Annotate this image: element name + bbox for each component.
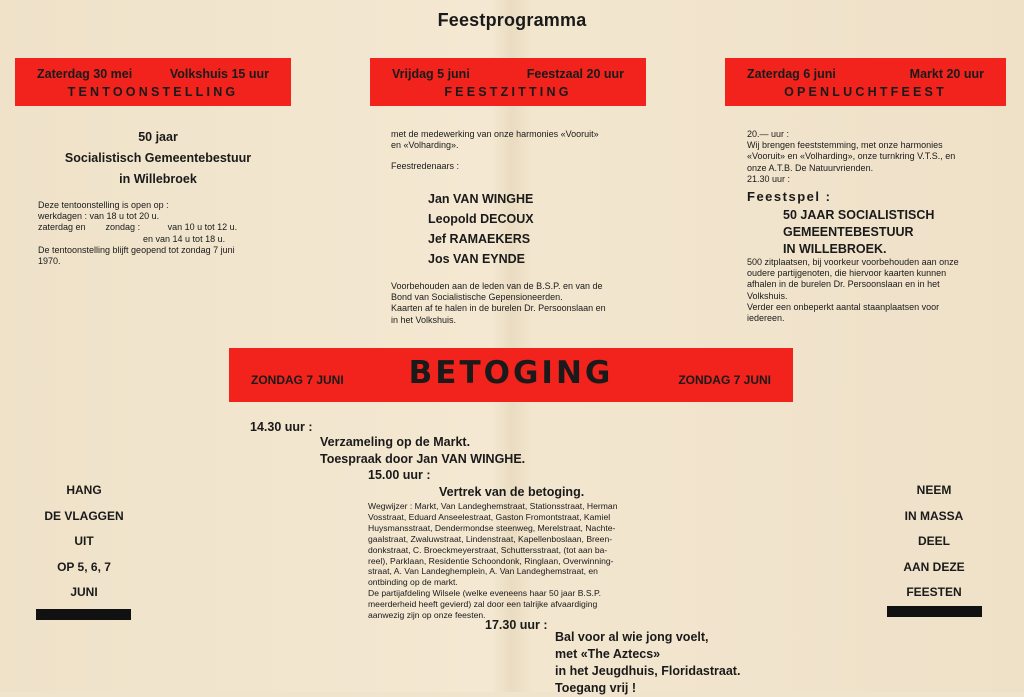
speaker-name: Jan VAN WINGHE	[428, 192, 534, 206]
schedule-line: Toegang vrij !	[555, 681, 637, 695]
route-text	[368, 501, 668, 621]
route-line: Huysmansstraat, Dendermondse steenweg, Merelstraat, Nachte-	[368, 522, 616, 533]
heading-line: Socialistisch Gemeentebestuur	[64, 151, 252, 165]
time-1730: 17.30 uur :	[485, 618, 548, 632]
body-line: onze A.T.B. De Natuurvrienden.	[747, 162, 874, 173]
schedule-line: Toespraak door Jan VAN WINGHE.	[320, 452, 526, 466]
feestspel-line: IN WILLEBROEK.	[783, 242, 887, 256]
route-line: donkstraat, C. Broeckmeyerstraat, Schuttersstraat, (tot aan ba-	[368, 544, 608, 555]
route-line: straat, A. Van Landeghemplein, A. Van Landeghemstraat, en	[368, 566, 598, 577]
slogan-line: FEESTEN	[906, 585, 962, 599]
body-line: Volkshuis.	[747, 290, 788, 301]
body-line: Verder een onbeperkt aantal staanplaatsen voor	[747, 301, 940, 312]
slogan-line: NEEM	[916, 483, 952, 497]
body-line: en van 14 u tot 18 u.	[38, 233, 226, 244]
date-label: Zaterdag 6 juni	[747, 67, 836, 81]
slogan-line: HANG	[66, 483, 102, 497]
schedule-line: met «The Aztecs»	[555, 647, 661, 661]
slogan-line: JUNI	[70, 585, 98, 599]
slogan-line: IN MASSA	[904, 508, 964, 523]
body-line: Wij brengen feeststemming, met onze harmonies	[747, 140, 943, 151]
event-label: OPENLUCHTFEEST	[784, 85, 947, 99]
body-line: zaterdag en zondag : van 10 u tot 12 u.	[38, 222, 238, 233]
slogan-line: DE VLAGGEN	[44, 508, 124, 523]
event-label: TENTOONSTELLING	[67, 85, 239, 99]
tentoonstelling-body	[38, 200, 278, 267]
body-line: afhalen in de burelen Dr. Persoonslaan en in het	[747, 279, 940, 290]
body-line: met de medewerking van onze harmonies «Vooruit»	[391, 129, 599, 139]
route-line: ontbinding op de markt.	[368, 577, 458, 588]
betoging-title: BETOGING	[408, 355, 614, 391]
feestspel-line: 50 JAAR SOCIALISTISCH	[783, 208, 935, 222]
left-black-bar	[36, 609, 131, 620]
header-box-betoging	[229, 348, 793, 402]
place-label: Volkshuis 15 uur	[169, 67, 269, 81]
left-slogan	[14, 478, 154, 606]
openluchtfeest-details	[747, 257, 987, 324]
body-line: 21.30 uur :	[747, 173, 791, 184]
body-line: iedereen.	[747, 313, 785, 324]
body-line: werkdagen : van 18 u tot 20 u.	[38, 211, 160, 222]
schedule-1430	[320, 434, 525, 468]
route-line: Wegwijzer : Markt, Van Landeghemstraat, Stationsstraat, Herman	[368, 501, 618, 511]
speakers-label: Feestredenaars :	[391, 161, 460, 172]
speaker-name: Jos VAN EYNDE	[428, 252, 526, 266]
time-1430: 14.30 uur :	[250, 420, 313, 434]
route-line: De partijafdeling Wilsele (welke eveneens haar 50 jaar B.S.P.	[368, 588, 601, 599]
speaker-name: Jef RAMAEKERS	[428, 232, 531, 246]
page-title: Feestprogramma	[437, 10, 587, 30]
slogan-line: AAN DEZE	[903, 559, 965, 574]
body-line: 500 zitplaatsen, bij voorkeur voorbehouden aan onze	[747, 257, 959, 267]
slogan-line: DEEL	[917, 534, 950, 548]
route-line: Vosstraat, Eduard Anseelestraat, Gaston Fromontstraat, Kamiel	[368, 511, 611, 522]
body-line: De tentoonstelling blijft geopend tot zondag 7 juni	[38, 244, 235, 255]
speakers-list	[428, 189, 534, 269]
route-line: gaalstraat, Zwaluwstraat, Lindenstraat, Kapellenboslaan, Breen-	[368, 533, 613, 544]
date-label: Vrijdag 5 juni	[392, 67, 470, 81]
route-line: aanwezig zijn op onze feesten.	[368, 610, 486, 621]
feestspel-line: GEMEENTEBESTUUR	[783, 225, 914, 239]
header-box-tentoonstelling	[15, 58, 291, 106]
route-line: meerderheid heeft gevierd) zal door een talrijke afvaardiging	[368, 599, 598, 610]
schedule-line: Verzameling op de Markt.	[320, 435, 471, 449]
body-line: Bond van Socialistische Gepensioneerden.	[391, 292, 563, 303]
betoging-date-left: ZONDAG 7 JUNI	[251, 373, 344, 387]
right-slogan	[864, 478, 1004, 606]
schedule-line: Bal voor al wie jong voelt,	[555, 630, 709, 644]
place-label: Markt 20 uur	[909, 67, 984, 81]
body-line: 20.— uur :	[747, 129, 790, 139]
schedule-1500-head: Vertrek van de betoging.	[439, 485, 585, 499]
body-line: 1970.	[38, 256, 61, 267]
speaker-name: Leopold DECOUX	[428, 212, 534, 226]
event-label: FEESTZITTING	[444, 85, 572, 99]
openluchtfeest-text	[747, 129, 987, 185]
feestzitting-intro	[391, 129, 635, 173]
body-line: oudere partijgenoten, die hiervoor kaarten kunnen	[747, 268, 947, 279]
body-line: in het Volkshuis.	[391, 314, 457, 325]
schedule-line: in het Jeugdhuis, Floridastraat.	[555, 664, 741, 678]
place-label: Feestzaal 20 uur	[526, 67, 624, 81]
betoging-date-right: ZONDAG 7 JUNI	[678, 373, 771, 387]
body-line: Kaarten af te halen in de burelen Dr. Persoonslaan en	[391, 303, 606, 314]
feestspel-title	[783, 207, 934, 258]
feestspel-label: Feestspel :	[747, 189, 832, 204]
slogan-line: OP 5, 6, 7	[57, 559, 111, 574]
feestzitting-note	[391, 281, 635, 326]
slogan-line: UIT	[74, 534, 94, 548]
header-box-feestzitting	[370, 58, 646, 106]
header-box-openluchtfeest	[725, 58, 1006, 106]
body-line: Voorbehouden aan de leden van de B.S.P. en van de	[391, 281, 603, 291]
body-line: Deze tentoonstelling is open op :	[38, 200, 169, 210]
tentoonstelling-heading	[38, 127, 278, 190]
right-black-bar	[887, 606, 982, 617]
schedule-1730	[555, 629, 740, 697]
date-label: Zaterdag 30 mei	[37, 67, 133, 81]
body-line: «Vooruit» en «Volharding», onze turnkring V.T.S., en	[747, 151, 956, 162]
body-line: en «Volharding».	[391, 140, 459, 151]
route-line: reel), Parklaan, Residentie Schoondonk, Ringlaan, Overwinning-	[368, 555, 614, 566]
time-1500: 15.00 uur :	[368, 468, 431, 482]
heading-line: 50 jaar	[138, 130, 178, 144]
heading-line: in Willebroek	[119, 172, 197, 186]
